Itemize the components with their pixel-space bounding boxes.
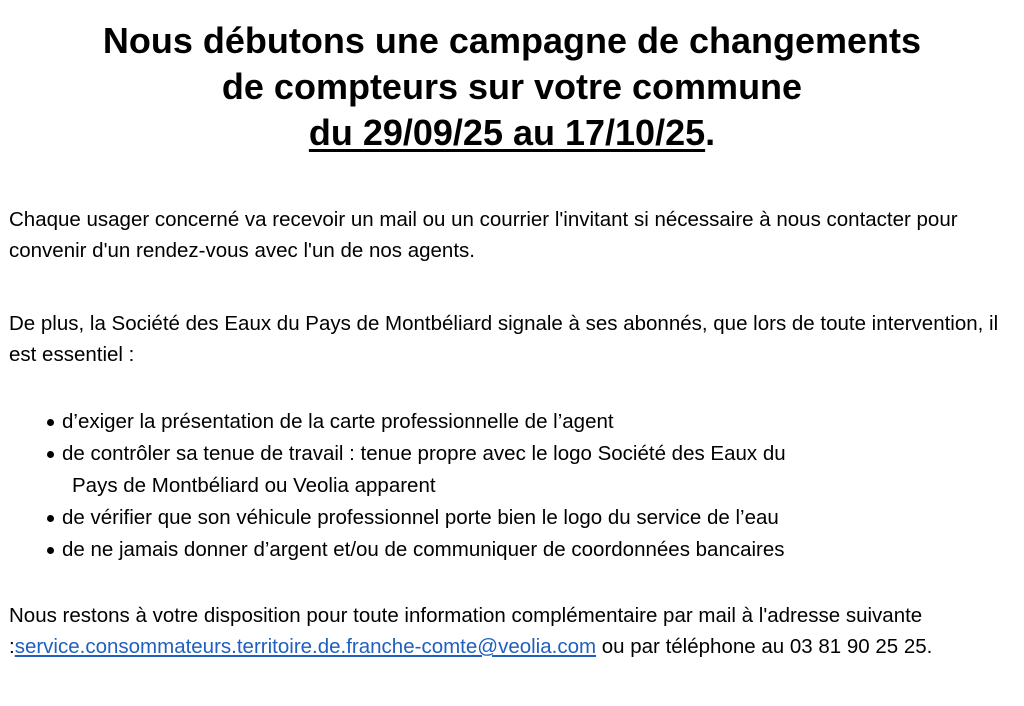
list-item-text: d’exiger la présentation de la carte professionnelle de l’agent: [62, 410, 614, 433]
contact-phone-text: ou par téléphone au 03 81 90 25 25.: [596, 635, 933, 658]
paragraph-notification: Chaque usager concerné va recevoir un mail ou un courrier l'invitant si nécessaire à nous contacter pour convenir d'un rendez-vous avec l'un de nos agents.: [9, 208, 958, 262]
contact-text: Nous restons à votre disposition pour toute information complémentaire par mail à l'adresse suivante :: [9, 604, 923, 658]
notice-title: [0, 18, 1024, 156]
list-item: [44, 438, 1004, 502]
list-item-text: de vérifier que son véhicule professionnel porte bien le logo du service de l’eau: [62, 506, 779, 529]
email-link[interactable]: service.consommateurs.territoire.de.franche-comte@veolia.com: [14, 635, 597, 658]
list-item: [44, 406, 1004, 438]
list-item-text: de contrôler sa tenue de travail : tenue propre avec le logo Société des Eaux du: [62, 442, 786, 465]
advice-list: [44, 406, 1004, 566]
title-line-2: de compteurs sur votre commune: [221, 66, 803, 107]
title-period: .: [705, 112, 716, 153]
list-item: [44, 534, 1004, 566]
paragraph-contact: [9, 600, 1014, 662]
list-item-text: de ne jamais donner d’argent et/ou de communiquer de coordonnées bancaires: [62, 538, 785, 561]
paragraph-advice-intro: De plus, la Société des Eaux du Pays de Montbéliard signale à ses abonnés, que lors de toute intervention, il est essentiel :: [9, 312, 999, 366]
list-item: [44, 502, 1004, 534]
list-item-continuation: Pays de Montbéliard ou Veolia apparent: [72, 474, 436, 497]
title-line-1: Nous débutons une campagne de changements: [102, 20, 922, 61]
title-line-3: [0, 110, 1024, 156]
campaign-dates: du 29/09/25 au 17/10/25: [308, 112, 706, 153]
